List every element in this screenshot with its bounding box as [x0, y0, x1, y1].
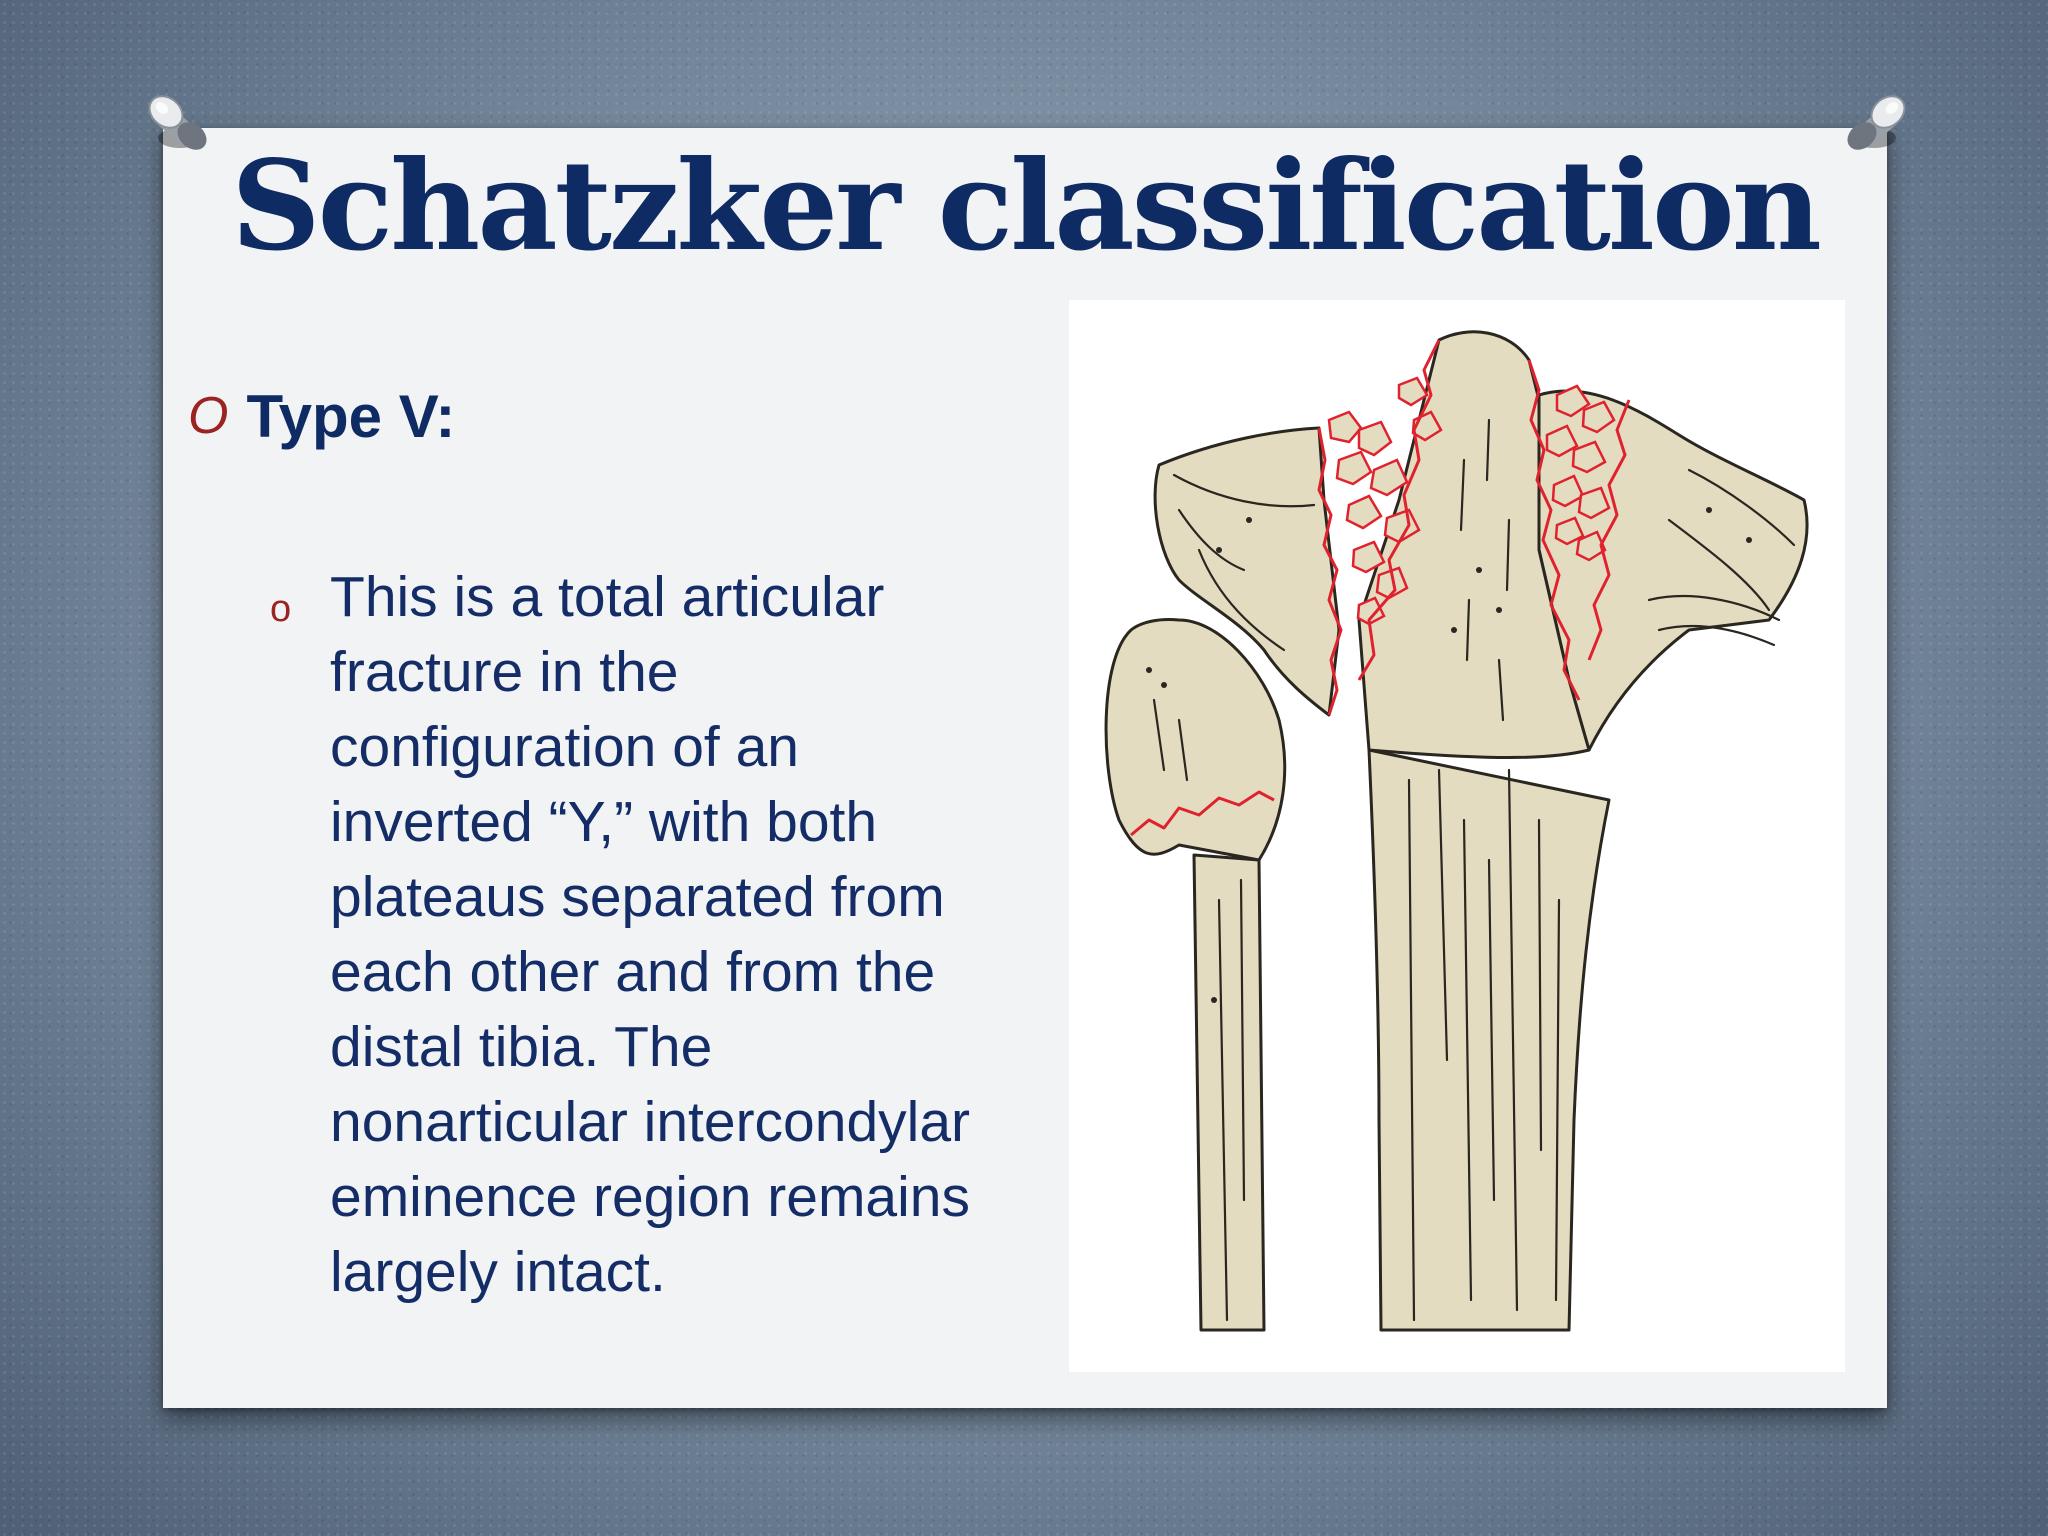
description-line: configuration of an [330, 715, 799, 779]
heading-bullet: O [188, 387, 229, 445]
sub-bullet: o [270, 588, 292, 630]
slide-title: Schatzker classification [231, 134, 1819, 279]
type-heading [188, 376, 455, 456]
description-line: plateaus separated from [330, 865, 945, 929]
fibula-shaft [1194, 855, 1264, 1330]
description-line: nonarticular intercondylar [330, 1090, 970, 1154]
description-line: eminence region remains [330, 1165, 970, 1229]
type-description [330, 560, 1050, 1310]
tibia-fracture-drawing [1069, 300, 1845, 1372]
description-line: fracture in the [330, 640, 679, 704]
fracture-illustration [1069, 300, 1845, 1372]
description-line: This is a total articular [330, 565, 885, 629]
fibula-head [1106, 619, 1285, 860]
medial-plateau-fragment [1539, 391, 1807, 750]
description-line: each other and from the [330, 940, 936, 1004]
description-line: largely intact. [330, 1240, 666, 1304]
type-label: Type V: [246, 382, 456, 450]
description-line: inverted “Y,” with both [330, 790, 878, 854]
tibia-shaft [1369, 750, 1609, 1330]
description-line: distal tibia. The [330, 1015, 713, 1079]
